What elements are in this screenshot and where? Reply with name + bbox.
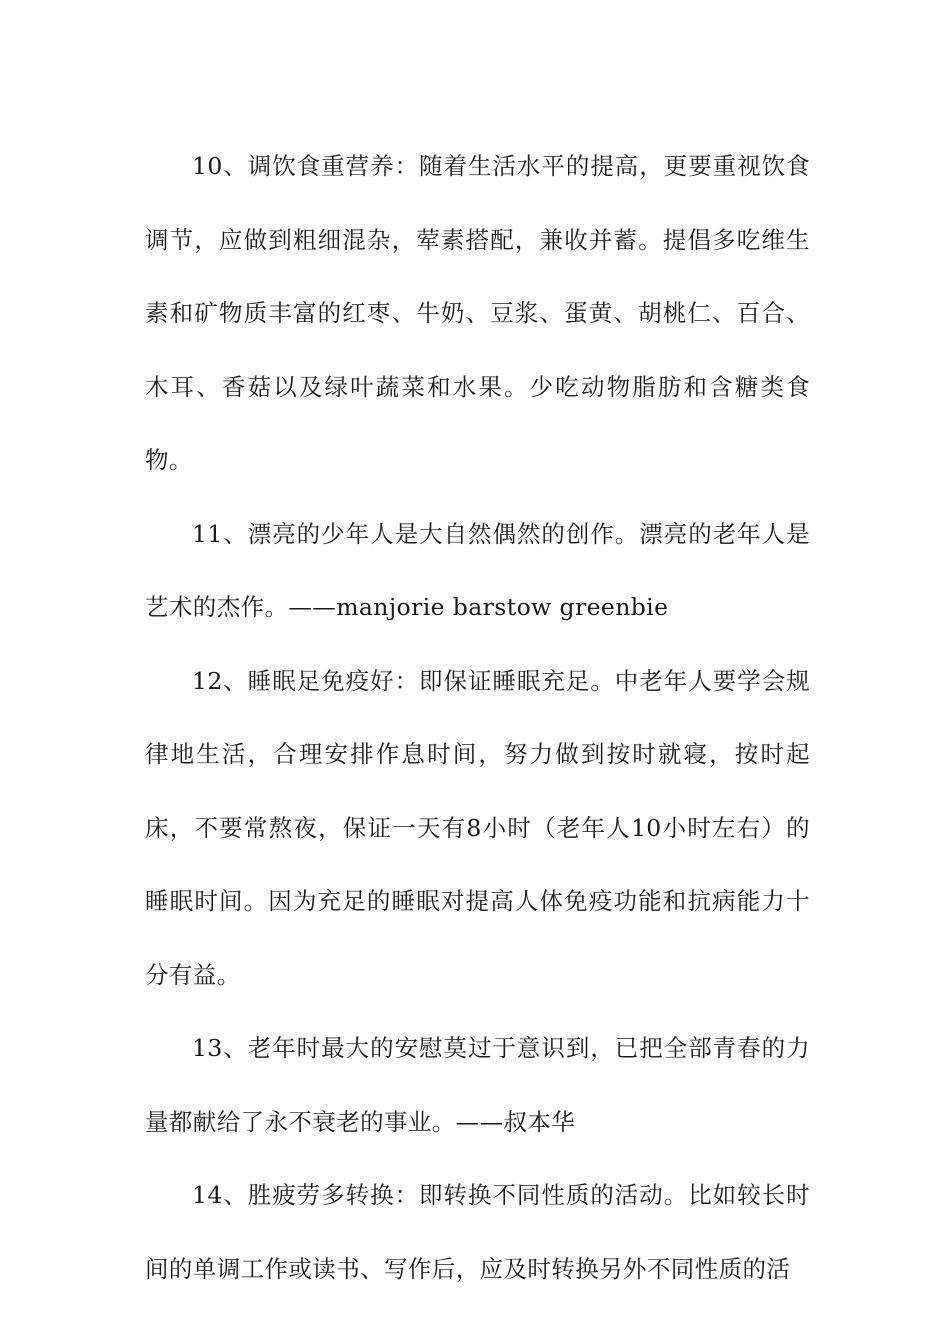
paragraph-12-sleep-immunity: 12、睡眠足免疫好：即保证睡眠充足。中老年人要学会规律地生活，合理安排作息时间，努力做到按时就寝，按时起床，不要常熬夜，保证一天有8小时（老年人10小时左右）的睡眠时间。因为充足的睡眠对提高人体免疫功能和抗病能力十分有益。 — [145, 666, 810, 989]
paragraph-13-quote-schopenhauer: 13、老年时最大的安慰莫过于意识到，已把全部青春的力量都献给了永不衰老的事业。——叔本华 — [145, 1034, 810, 1136]
paragraph-11-quote-greenbie: 11、漂亮的少年人是大自然偶然的创作。漂亮的老年人是艺术的杰作。——manjorie barstow greenbie — [145, 519, 810, 621]
paragraph-10-diet-nutrition: 10、调饮食重营养：随着生活水平的提高，更要重视饮食调节，应做到粗细混杂，荤素搭配，兼收并蓄。提倡多吃维生素和矿物质丰富的红枣、牛奶、豆浆、蛋黄、胡桃仁、百合、木耳、香菇以及绿叶蔬菜和水果。少吃动物脂肪和含糖类食物。 — [145, 152, 810, 474]
paragraph-14-fatigue-switching: 14、胜疲劳多转换：即转换不同性质的活动。比如较长时间的单调工作或读书、写作后，应及时转换另外不同性质的活 — [145, 1181, 810, 1283]
document-body — [145, 130, 810, 1306]
